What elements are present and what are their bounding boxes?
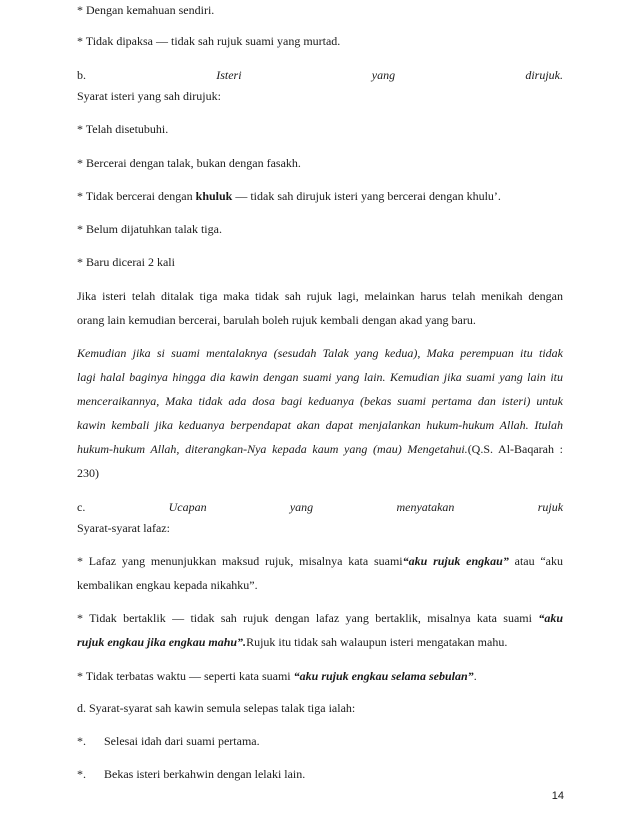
text-run: * Tidak bertaklik — tidak sah rujuk dengan lafaz yang bertaklik, misalnya kata suami (77, 611, 539, 625)
paragraph-talak-tiga-line-1: Jika isteri telah ditalak tiga maka tidak sah rujuk lagi, melainkan harus telah menikah dengan (77, 289, 563, 303)
section-c-intro: Syarat-syarat lafaz: (77, 521, 170, 535)
bullet-marker: *. (77, 734, 86, 748)
wife-condition-4: * Belum dijatuhkan talak tiga. (77, 222, 222, 236)
lafaz-condition-1-line-2: kembalikan engkau kepada nikahku”. (77, 578, 258, 592)
wife-condition-5: * Baru dicerai 2 kali (77, 255, 175, 269)
heading-c-word: menyatakan (396, 500, 455, 514)
text-run: — tidak sah dirujuk isteri yang bercerai dengan khulu’. (232, 189, 501, 203)
heading-d: d. Syarat-syarat sah kawin semula selepas talak tiga ialah: (77, 701, 356, 715)
quote-text: hukum-hukum Allah, diterangkan-Nya kepada kaum yang (mau) Mengetahui. (77, 442, 468, 456)
quote-citation-end: 230) (77, 466, 99, 480)
text-run: Rujuk itu tidak sah walaupun isteri mengatakan mahu. (246, 635, 508, 649)
quote-line-5 (77, 441, 563, 457)
bold-term: khuluk (195, 189, 233, 203)
text-run: . (473, 669, 477, 683)
bullet-marker: *. (77, 767, 86, 781)
text-run: * Tidak bercerai dengan (77, 189, 196, 203)
text-run: Selesai idah dari suami pertama. (104, 734, 260, 748)
quote-line-2: lagi halal baginya hingga dia kawin dengan suami yang lain. Kemudian jika suami yang lain itu (77, 370, 563, 384)
text-run: * Tidak terbatas waktu — seperti kata suami (77, 669, 294, 683)
lafaz-condition-3 (77, 668, 563, 684)
heading-c-word: rujuk (537, 500, 564, 514)
text-run: Bekas isteri berkahwin dengan lelaki lain. (104, 767, 306, 781)
paragraph-talak-tiga-line-2: orang lain kemudian bercerai, barulah boleh rujuk kembali dengan akad yang baru. (77, 313, 476, 327)
page-number: 14 (551, 790, 564, 802)
heading-b (77, 67, 563, 83)
text-run: atau “aku (508, 554, 564, 568)
remarriage-condition-1 (77, 733, 563, 749)
emphasis-run: rujuk engkau jika engkau mahu”. (77, 635, 247, 649)
heading-c-word: yang (289, 500, 314, 514)
heading-c (77, 499, 563, 515)
emphasis-run: “aku (538, 611, 563, 625)
emphasis-run: “aku rujuk engkau selama sebulan” (293, 669, 474, 683)
heading-b-word: yang (371, 68, 396, 82)
quote-line-4: kawin kembali jika keduanya berpendapat akan dapat menjalankan hukum-hukum Allah. Itulah (77, 418, 563, 432)
heading-c-word: Ucapan (168, 500, 207, 514)
text-run: * Lafaz yang menunjukkan maksud rujuk, misalnya kata suami (77, 554, 403, 568)
heading-b-word: dirujuk. (525, 68, 563, 82)
condition-own-will: * Dengan kemahuan sendiri. (77, 3, 215, 17)
section-b-intro: Syarat isteri yang sah dirujuk: (77, 89, 221, 103)
quote-citation: (Q.S. Al-Baqarah : (467, 442, 563, 456)
heading-b-word: Isteri (216, 68, 242, 82)
emphasis-run: “aku rujuk engkau” (402, 554, 509, 568)
quote-line-1: Kemudian jika si suami mentalaknya (sesudah Talak yang kedua), Maka perempuan itu tidak (77, 346, 563, 360)
condition-not-forced: * Tidak dipaksa — tidak sah rujuk suami yang murtad. (77, 34, 341, 48)
wife-condition-2: * Bercerai dengan talak, bukan dengan fasakh. (77, 156, 301, 170)
heading-c-label: c. (77, 500, 86, 514)
wife-condition-3 (77, 188, 563, 204)
wife-condition-1: * Telah disetubuhi. (77, 122, 169, 136)
lafaz-condition-1-line-1 (77, 553, 563, 569)
lafaz-condition-2-line-2 (77, 634, 563, 650)
quote-line-3: menceraikannya, Maka tidak ada dosa bagi keduanya (bekas suami pertama dan isteri) untuk (77, 394, 563, 408)
remarriage-condition-2 (77, 766, 563, 782)
heading-b-label: b. (77, 68, 86, 82)
lafaz-condition-2-line-1 (77, 610, 563, 626)
